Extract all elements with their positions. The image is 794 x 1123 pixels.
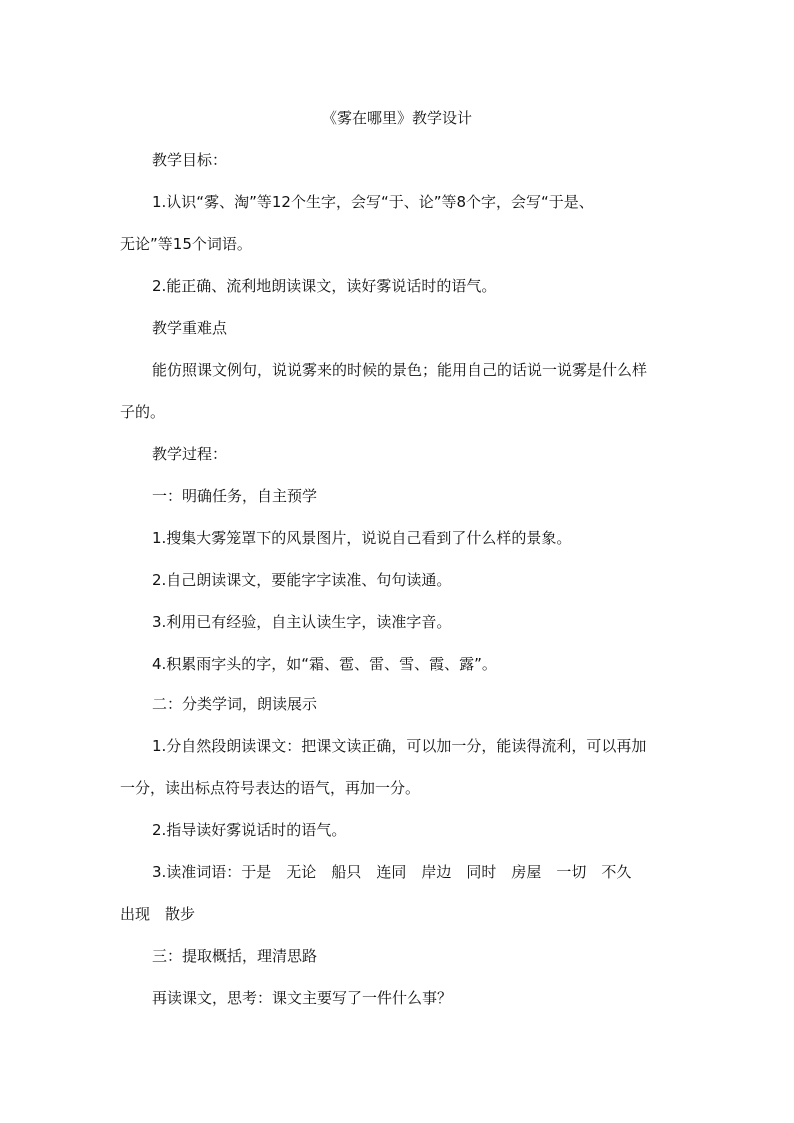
section-1-item-4: 4.积累雨字头的字，如“霜、雹、雷、雪、霞、露”。 <box>152 655 497 673</box>
section-3-item-1: 再读课文，思考：课文主要写了一件什么事？ <box>152 989 453 1007</box>
key-points-line-2: 子的。 <box>120 403 166 421</box>
section-1-item-1: 1.搜集大雾笼罩下的风景图片，说说自己看到了什么样的景象。 <box>152 529 572 547</box>
section-2-item-3-line-2: 出现 散步 <box>120 905 196 923</box>
key-points-line-1: 能仿照课文例句，说说雾来的时候的景色；能用自己的话说一说雾是什么样 <box>152 361 648 379</box>
goal-2: 2.能正确、流利地朗读课文，读好雾说话时的语气。 <box>152 277 497 295</box>
section-2-item-3-line-1: 3.读准词语：于是 无论 船只 连同 岸边 同时 房屋 一切 不久 <box>152 863 632 881</box>
section-1-heading: 一：明确任务，自主预学 <box>152 487 318 505</box>
section-1-item-3: 3.利用已有经验，自主认读生字，读准字音。 <box>152 613 452 631</box>
section-2-item-2: 2.指导读好雾说话时的语气。 <box>152 821 347 839</box>
goal-1-line-1: 1.认识“雾、淘”等12个生字，会写“于、论”等8个字，会写“于是、 <box>152 193 594 211</box>
section-1-item-2: 2.自己朗读课文，要能字字读准、句句读通。 <box>152 571 452 589</box>
section-2-heading: 二：分类学词，朗读展示 <box>152 695 318 713</box>
section-2-item-1-line-2: 一分，读出标点符号表达的语气，再加一分。 <box>120 779 421 797</box>
heading-key-points: 教学重难点 <box>152 319 228 337</box>
document-title: 《雾在哪里》教学设计 <box>321 109 472 127</box>
section-2-item-1-line-1: 1.分自然段朗读课文：把课文读正确，可以加一分，能读得流利，可以再加 <box>152 737 647 755</box>
heading-teaching-process: 教学过程： <box>152 445 228 463</box>
section-3-heading: 三：提取概括，理清思路 <box>152 947 318 965</box>
goal-1-line-2: 无论”等15个词语。 <box>120 235 252 253</box>
heading-teaching-goals: 教学目标： <box>152 151 228 169</box>
